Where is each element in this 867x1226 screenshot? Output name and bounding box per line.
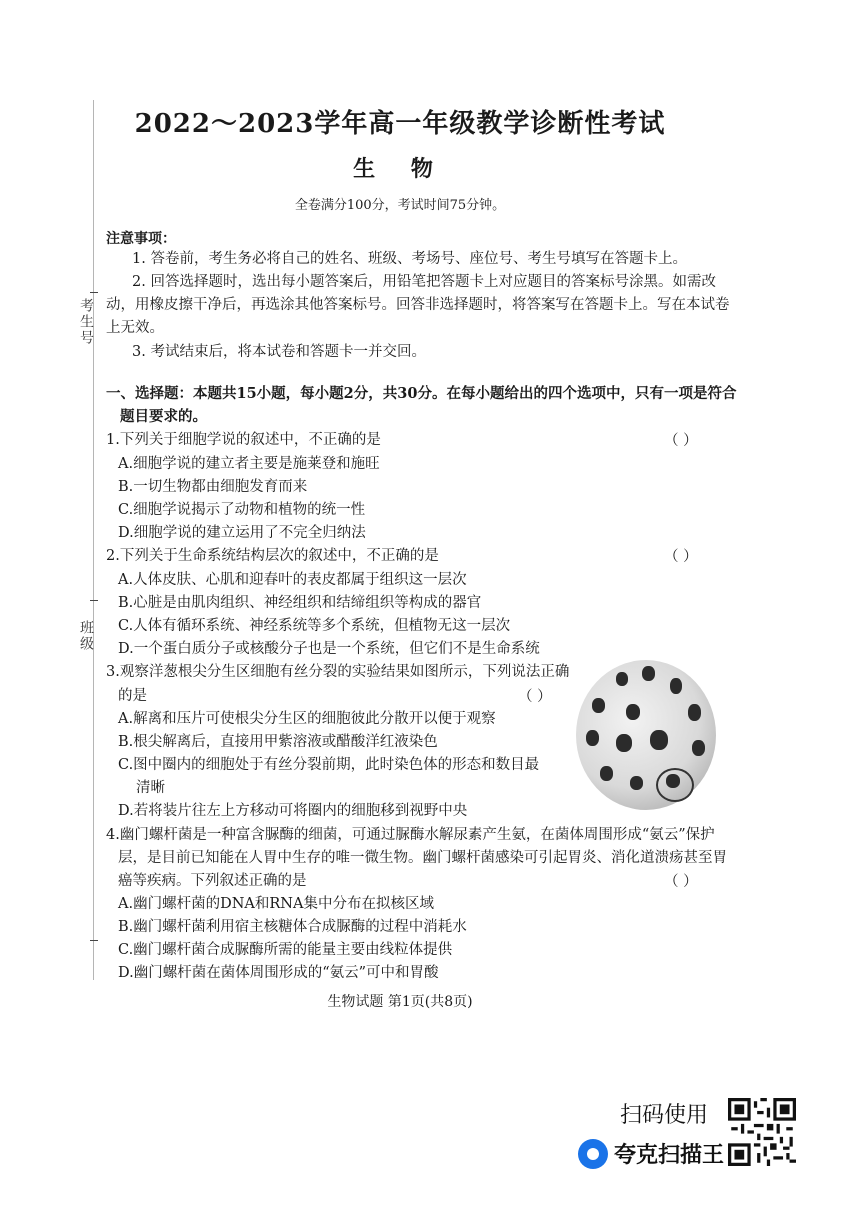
cell-nucleus: [616, 672, 628, 686]
question-1-option-c: C.细胞学说揭示了动物和植物的统一性: [118, 502, 366, 518]
question-1-option-d: D.细胞学说的建立运用了不完全归纳法: [118, 525, 366, 541]
question-3-stem-cont: 的是: [118, 688, 147, 704]
margin-label-student-id: 考生号: [78, 298, 94, 346]
note-line: 动，用橡皮擦干净后，再选涂其他答案标号。回答非选择题时，将答案写在答题卡上。写在本试卷: [106, 297, 730, 313]
question-1-option-b: B.一切生物都由细胞发育而来: [118, 479, 308, 495]
exam-title: 2022～2023学年高一年级教学诊断性考试: [134, 109, 666, 139]
question-3-option-d: D.若将装片往左上方移动可将圈内的细胞移到视野中央: [118, 803, 468, 819]
answer-bracket: （ ）: [518, 689, 552, 705]
question-4-stem-cont: 癌等疾病。下列叙述正确的是: [118, 873, 307, 889]
section-heading: 一、选择题：本题共15小题，每小题2分，共30分。在每小题给出的四个选项中，只有一项是符合: [106, 385, 737, 402]
page-footer: 生物试题 第1页(共8页): [327, 994, 473, 1010]
question-4-stem-cont: 层，是目前已知能在人胃中生存的唯一微生物。幽门螺杆菌感染可引起胃炎、消化道溃疡甚至胃: [118, 850, 727, 866]
highlighted-cell-circle: [656, 768, 694, 802]
cell-nucleus: [650, 730, 668, 750]
note-line: 上无效。: [106, 320, 164, 336]
cell-nucleus: [692, 740, 705, 756]
binding-margin-line: [93, 100, 94, 980]
margin-tick: [90, 940, 98, 941]
question-3-option-c: C.图中圈内的细胞处于有丝分裂前期，此时染色体的形态和数目最: [118, 757, 540, 773]
question-2-option-b: B.心脏是由肌肉组织、神经组织和结缔组织等构成的器官: [118, 595, 482, 611]
cell-nucleus: [670, 678, 682, 694]
cell-nucleus: [616, 734, 632, 752]
cell-nucleus: [630, 776, 643, 790]
question-3-option-b: B.根尖解离后，直接用甲紫溶液或醋酸洋红液染色: [118, 734, 438, 750]
section-heading-cont: 题目要求的。: [120, 408, 207, 425]
question-4-stem: 4.幽门螺杆菌是一种富含脲酶的细菌，可通过脲酶水解尿素产生氨，在菌体周围形成“氨云”保护: [106, 827, 715, 843]
cell-nucleus: [626, 704, 640, 720]
margin-label-class: 班级: [78, 620, 94, 652]
exam-info: 全卷满分100分，考试时间75分钟。: [294, 198, 506, 213]
question-3-stem: 3.观察洋葱根尖分生区细胞有丝分裂的实验结果如图所示，下列说法正确: [106, 664, 570, 680]
note-line: 2. 回答选择题时，选出每小题答案后，用铅笔把答题卡上对应题目的答案标号涂黑。如需改: [132, 274, 716, 290]
scanner-brand: [578, 1138, 724, 1169]
question-4-option-b: B.幽门螺杆菌利用宿主核糖体合成脲酶的过程中消耗水: [118, 919, 467, 935]
question-2-option-d: D.一个蛋白质分子或核酸分子也是一个系统，但它们不是生命系统: [118, 641, 540, 657]
microscope-cell-image: [576, 660, 716, 810]
question-4-option-c: C.幽门螺杆菌合成脲酶所需的能量主要由线粒体提供: [118, 942, 453, 958]
scanner-brand-name: 夸克扫描王: [614, 1143, 725, 1168]
note-line: 1. 答卷前，考生务必将自己的姓名、班级、考场号、座位号、考生号填写在答题卡上。: [132, 251, 687, 267]
answer-bracket: （ ）: [664, 433, 698, 449]
question-4-option-d: D.幽门螺杆菌在菌体周围形成的“氨云”可中和胃酸: [118, 965, 439, 981]
question-2-option-c: C.人体有循环系统、神经系统等多个系统，但植物无这一层次: [118, 618, 511, 634]
question-2-option-a: A.人体皮肤、心肌和迎春叶的表皮都属于组织这一层次: [118, 572, 467, 588]
answer-bracket: （ ）: [664, 549, 698, 565]
cell-nucleus: [592, 698, 605, 713]
answer-bracket: （ ）: [664, 874, 698, 890]
margin-tick: [90, 292, 98, 293]
quark-logo-icon: [578, 1139, 608, 1169]
exam-subject: 生 物: [353, 156, 447, 182]
notes-heading: 注意事项：: [106, 231, 176, 247]
cell-nucleus: [586, 730, 599, 746]
question-3-option-a: A.解离和压片可使根尖分生区的细胞彼此分散开以便于观察: [118, 711, 496, 727]
question-1-stem: 1.下列关于细胞学说的叙述中，不正确的是: [106, 432, 381, 448]
cell-nucleus: [688, 704, 701, 721]
scan-to-use-label: 扫码使用: [620, 1103, 709, 1128]
qr-code-icon[interactable]: [728, 1098, 796, 1166]
margin-tick: [90, 600, 98, 601]
cell-nucleus: [642, 666, 655, 681]
question-2-stem: 2.下列关于生命系统结构层次的叙述中，不正确的是: [106, 548, 439, 564]
note-line: 3. 考试结束后，将本试卷和答题卡一并交回。: [132, 344, 426, 360]
question-4-option-a: A.幽门螺杆菌的DNA和RNA集中分布在拟核区域: [118, 896, 434, 912]
question-1-option-a: A.细胞学说的建立者主要是施莱登和施旺: [118, 456, 380, 472]
cell-nucleus: [600, 766, 613, 781]
question-3-option-c-cont: 清晰: [136, 780, 165, 796]
